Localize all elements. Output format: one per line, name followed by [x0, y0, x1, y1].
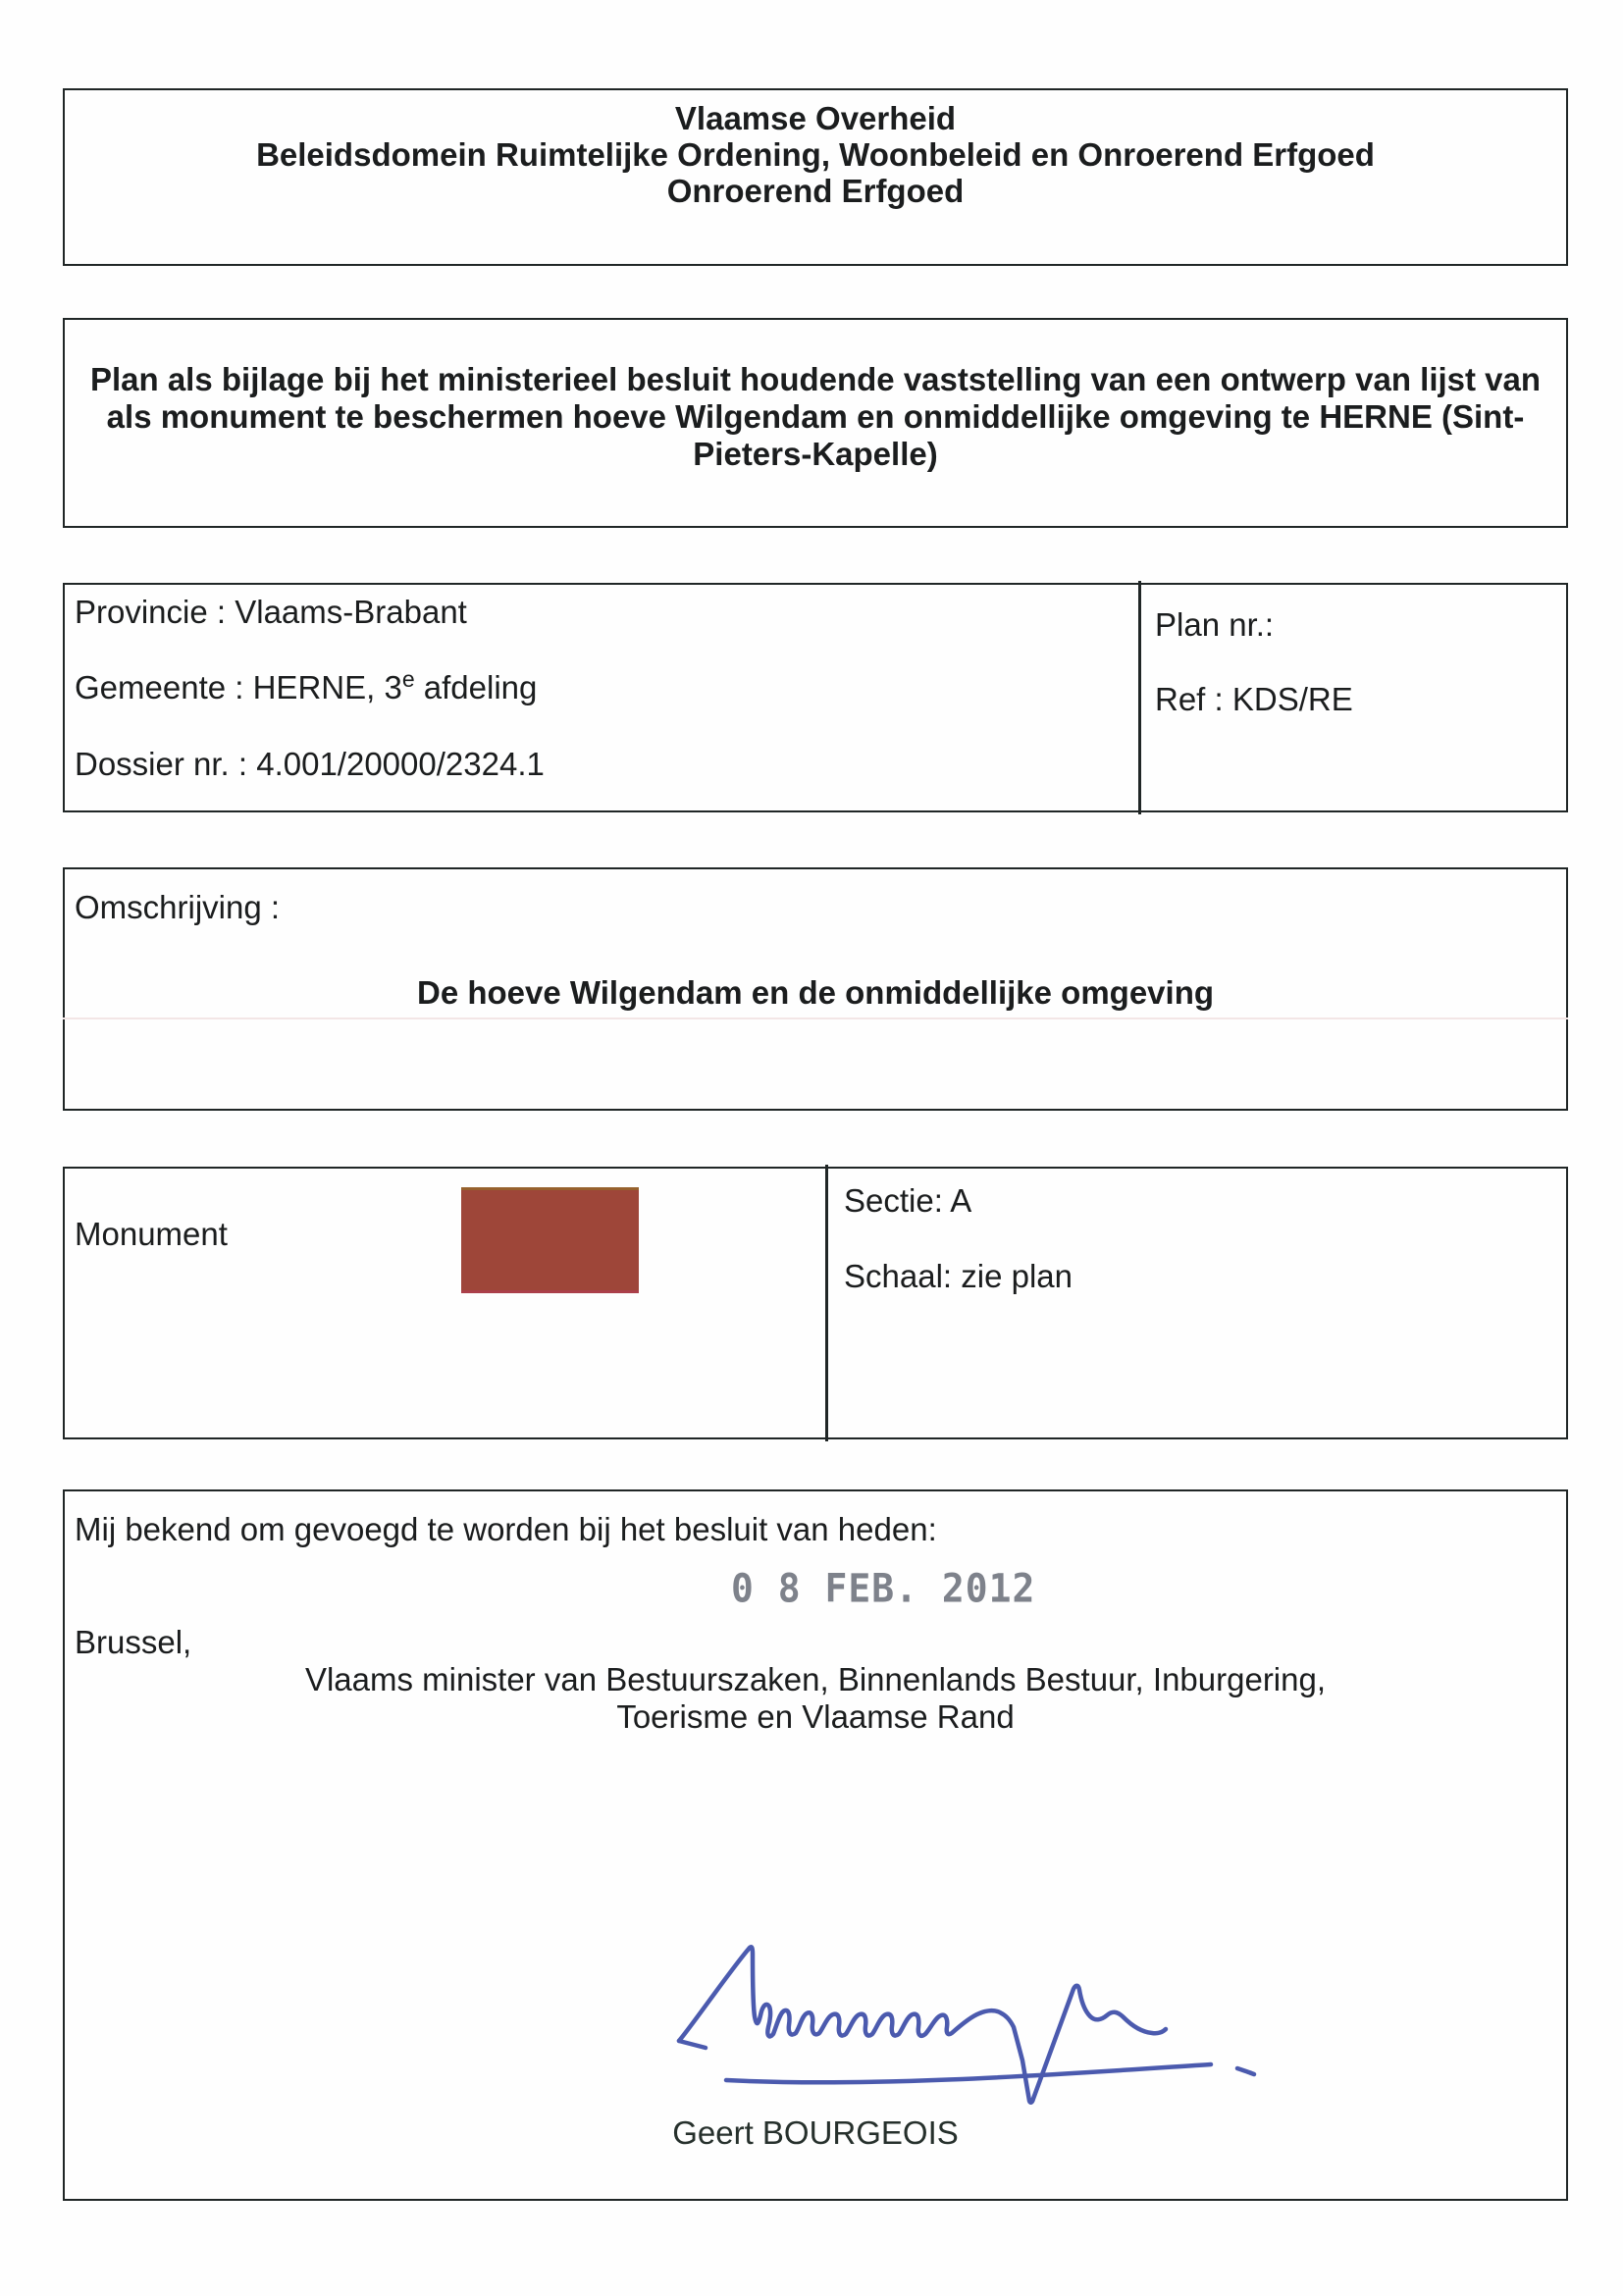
schaal-field: Schaal: zie plan [844, 1258, 1073, 1294]
minister-title-line-2: Toerisme en Vlaamse Rand [616, 1698, 1015, 1735]
plan-title-box [61, 316, 1570, 530]
gemeente-suffix: afdeling [414, 669, 538, 705]
ref-field: Ref : KDS/RE [1155, 681, 1353, 717]
signature-underline-stroke [726, 2064, 1211, 2082]
approval-intro: Mij bekend om gevoegd te worden bij het besluit van heden: [75, 1511, 937, 1547]
signature-end-dash-stroke [1237, 2068, 1254, 2074]
dossier-info-column-divider [1138, 581, 1141, 814]
signature-arrowhead-stroke [679, 2041, 706, 2048]
gemeente-ordinal-sup: e [401, 666, 415, 692]
plan-title-line-2: als monument te beschermen hoeve Wilgendam en onmiddellijke omgeving te HERNE (Sint- [106, 398, 1525, 435]
scan-artifact-line [63, 1018, 1568, 1019]
plan-title-line-3: Pieters-Kapelle) [693, 436, 938, 472]
plan-title-line-1: Plan als bijlage bij het ministerieel besluit houdende vaststelling van een ontwerp van lijst van [89, 361, 1542, 397]
date-stamp: 0 8 FEB. 2012 [731, 1565, 1036, 1612]
monument-color-swatch [461, 1187, 639, 1293]
legend-column-divider [825, 1165, 828, 1441]
gemeente-field [75, 666, 538, 706]
provincie-field: Provincie : Vlaams-Brabant [75, 594, 467, 630]
letterhead-box [61, 86, 1570, 268]
sectie-field: Sectie: A [844, 1182, 972, 1219]
legend-box [61, 1165, 1570, 1441]
signer-name: Geert BOURGEOIS [672, 2114, 959, 2151]
handwritten-signature [633, 1908, 1271, 2124]
dossier-info-box [61, 581, 1570, 814]
letterhead-line-3: Onroerend Erfgoed [666, 173, 965, 209]
signature-box [61, 1487, 1570, 2203]
legend-inner-border [63, 1167, 1568, 1439]
minister-title-line-1: Vlaams minister van Bestuurszaken, Binnenlands Bestuur, Inburgering, [304, 1661, 1327, 1697]
letterhead-line-2: Beleidsdomein Ruimtelijke Ordening, Woonbeleid en Onroerend Erfgoed [256, 136, 1375, 173]
dossier-nr-field: Dossier nr. : 4.001/20000/2324.1 [75, 746, 545, 782]
city-label: Brussel, [75, 1624, 192, 1660]
gemeente-text: Gemeente : HERNE, 3 [75, 669, 402, 705]
letterhead-line-1: Vlaamse Overheid [674, 100, 957, 136]
omschrijving-value: De hoeve Wilgendam en de onmiddellijke omgeving [416, 974, 1215, 1011]
omschrijving-box [61, 865, 1570, 1113]
monument-label: Monument [75, 1216, 228, 1252]
plan-nr-field: Plan nr.: [1155, 606, 1275, 643]
omschrijving-label: Omschrijving : [75, 889, 281, 925]
